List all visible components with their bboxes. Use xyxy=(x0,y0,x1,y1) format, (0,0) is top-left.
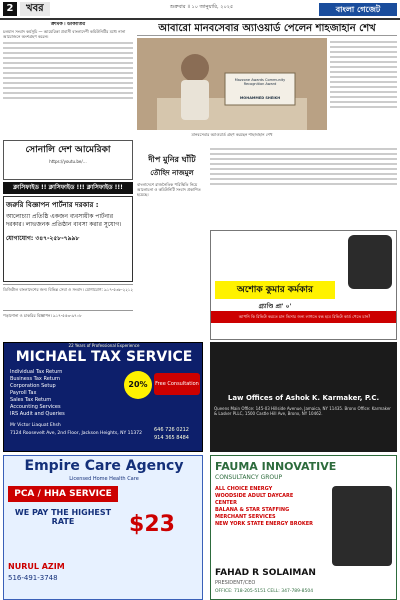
brand-logo: বাংলা গেজেট xyxy=(319,3,397,16)
award-name: MOHAMMED SHEIKH xyxy=(239,96,281,100)
fauma-service-item: ALL CHOICE ENERGY xyxy=(215,486,273,492)
page-number: 2 xyxy=(3,2,17,16)
photo-caption: মানবসেবার অ্যাওয়ার্ড গ্রহণ করছেন শাহজাহান শেখ xyxy=(191,132,273,137)
care-rate: $23 xyxy=(129,512,175,537)
section-title: খবর xyxy=(20,2,50,16)
tax-item: Payroll Tax xyxy=(10,390,37,396)
tax-title: MICHAEL TAX SERVICE xyxy=(15,349,193,365)
fauma-service-item: NEW YORK STATE ENERGY BROKER xyxy=(215,521,313,527)
crime-story xyxy=(137,154,207,330)
sonali-url[interactable]: https://youtu.be/… xyxy=(49,159,87,164)
fauma-service-item: BALANA & STAR STAFFING xyxy=(215,507,290,513)
care-pay: WE PAY THE HIGHEST RATE xyxy=(14,508,112,526)
tax-discount-badge: 20% xyxy=(124,371,152,399)
story-continuation xyxy=(210,145,397,225)
fauma-role: PRESIDENT/CEO xyxy=(215,580,256,586)
sonali-ad xyxy=(3,140,133,180)
care-title: Empire Care Agency xyxy=(24,458,184,474)
tax-item: Individual Tax Return xyxy=(10,369,63,375)
tax-address: 7124 Roosevelt Ave, 2nd Floor, Jackson Heights, NY 11372 xyxy=(10,431,142,436)
tax-item: Sales Tax Return xyxy=(10,397,52,403)
fauma-photo xyxy=(332,486,392,566)
award-photo xyxy=(137,38,327,130)
fauma-title: FAUMA INNOVATIVE xyxy=(215,460,337,473)
partner-ad xyxy=(3,196,133,282)
tax-item: Business Tax Return xyxy=(10,376,61,382)
tax-item: Corporation Setup xyxy=(10,383,56,389)
law-office-ad xyxy=(210,342,397,452)
fauma-service-item: MERCHANT SERVICES xyxy=(215,514,276,520)
attorney-tagline: আপনি কি রিভিউ করতে চান ভিসার জন্য লাগতে বন্ধ হবে রিভিউ কার্ড পেতে চান? xyxy=(211,311,397,323)
tax-item: Accounting Services xyxy=(10,404,61,410)
law-office-address: Queens Main Office: 145-03 Hillside Avenue, Jamaica, NY 11435. Bronx Office: Karmaker & Lasker PLLC, 1500 Castle Hill Ave, Bronx, NY 10462. xyxy=(214,406,391,416)
care-name: NURUL AZIM xyxy=(8,562,65,571)
tax-service-ad xyxy=(3,342,203,452)
crime-story-subtitle: তৌহিদ নাজমুল xyxy=(150,169,194,177)
fauma-contact[interactable]: OFFICE: 718-205-5151 CELL: 347-789-8504 xyxy=(215,589,314,594)
sonali-title: সোনালি দেশ আমেরিকা xyxy=(25,145,111,155)
fauma-services xyxy=(215,486,315,528)
tax-services-list xyxy=(10,369,120,418)
left-story-title: ক্রমিক ৷ ডাকাতির xyxy=(50,22,86,27)
tax-free-badge: Free Consultation xyxy=(154,373,200,395)
attorney-photo xyxy=(348,235,392,289)
fauma-name: FAHAD R SOLAIMAN xyxy=(215,568,316,578)
main-headline: আবারো মানবসেবার অ্যাওয়ার্ড পেলেন শাহজাহান শেখ xyxy=(137,22,397,36)
tax-office[interactable]: 914 365 8484 xyxy=(154,435,189,441)
tax-item: IRS Audit and Queries xyxy=(10,411,65,417)
fauma-sub: CONSULTANCY GROUP xyxy=(215,474,283,481)
attorney-ad xyxy=(210,230,397,340)
main-story-body xyxy=(330,38,397,142)
attorney-subtitle: গ্র্যাণ্ডি প্রা' ০' xyxy=(258,303,292,310)
small-ad-1: ডিজিটাল বাংলাদেশের জন্য বিভিন্ন সেবা ও সংবাদ। যোগাযোগ: ৯১৭-৫৩৮-২২১২ xyxy=(3,284,133,308)
partner-ad-title: জরুরি বিজ্ঞাপন পার্টনার দরকার : xyxy=(6,201,99,209)
care-pca: PCA / HHA SERVICE xyxy=(8,486,118,502)
crime-story-body: বাংলাদেশে রাজনৈতিক পরিস্থিতি নিয়ে আলোচনা ও কমিউনিটি সংবাদ প্রকাশিত হয়েছে। xyxy=(137,182,201,197)
attorney-title: অশোক কুমার কর্মকার xyxy=(215,281,335,299)
fauma-ad xyxy=(210,455,397,600)
fauma-service-item: WOODSIDE ADULT DAYCARE CENTER xyxy=(215,493,294,506)
partner-ad-phone: যোগাযোগ: ৩৪৭-২৫৮-৭৯৯৮ xyxy=(6,235,80,242)
left-story xyxy=(3,22,133,136)
award-plaque-text: Mazzone Awards Community Recognition Award xyxy=(234,78,286,86)
left-story-body: চলমান সংবাদ কর্মসূচি — আমেরিকা প্রবাসী বাংলাদেশী কমিউনিটির মধ্যে নানা আয়োজনে অংশগ্রহণ করেন। xyxy=(3,29,126,39)
small-ad-2: পড়াশোনা ও চাকরির বিজ্ঞাপন। ৯১৭-৫৫৩-৯৭০৮ xyxy=(3,310,133,338)
masthead xyxy=(0,0,400,20)
care-phone[interactable]: 516-491-3748 xyxy=(8,574,58,582)
empire-care-ad xyxy=(3,455,203,600)
law-office-name: Law Offices of Ashok K. Karmaker, P.C. xyxy=(227,394,380,402)
tax-tagline: 22 Years of Professional Experience xyxy=(68,343,140,348)
classified-bar: ক্লাসিফাইড !! ক্লাসিফাইড !!! ক্লাসিফাইড !!! xyxy=(3,182,133,194)
issue-date: শুক্রবার ॥ ১০ জানুয়ারি, ২০২৫ xyxy=(170,4,234,10)
crime-story-title: দীপ মুনির ঘাঁটি xyxy=(148,155,196,164)
partner-ad-body: আলোচ্য্যা প্রতিষ্ঠি একজন ব্যবসায়ীক পার্টনার দরকার। লাভজনক প্রতিষ্ঠান ব্যবসা করার সুযোগ। xyxy=(6,213,122,228)
tax-contact: Mr Victor Liaquat Ehsh xyxy=(10,423,61,428)
tax-phone[interactable]: 646 726 0212 xyxy=(154,427,189,433)
care-sub: Licensed Home Health Care xyxy=(69,476,139,482)
